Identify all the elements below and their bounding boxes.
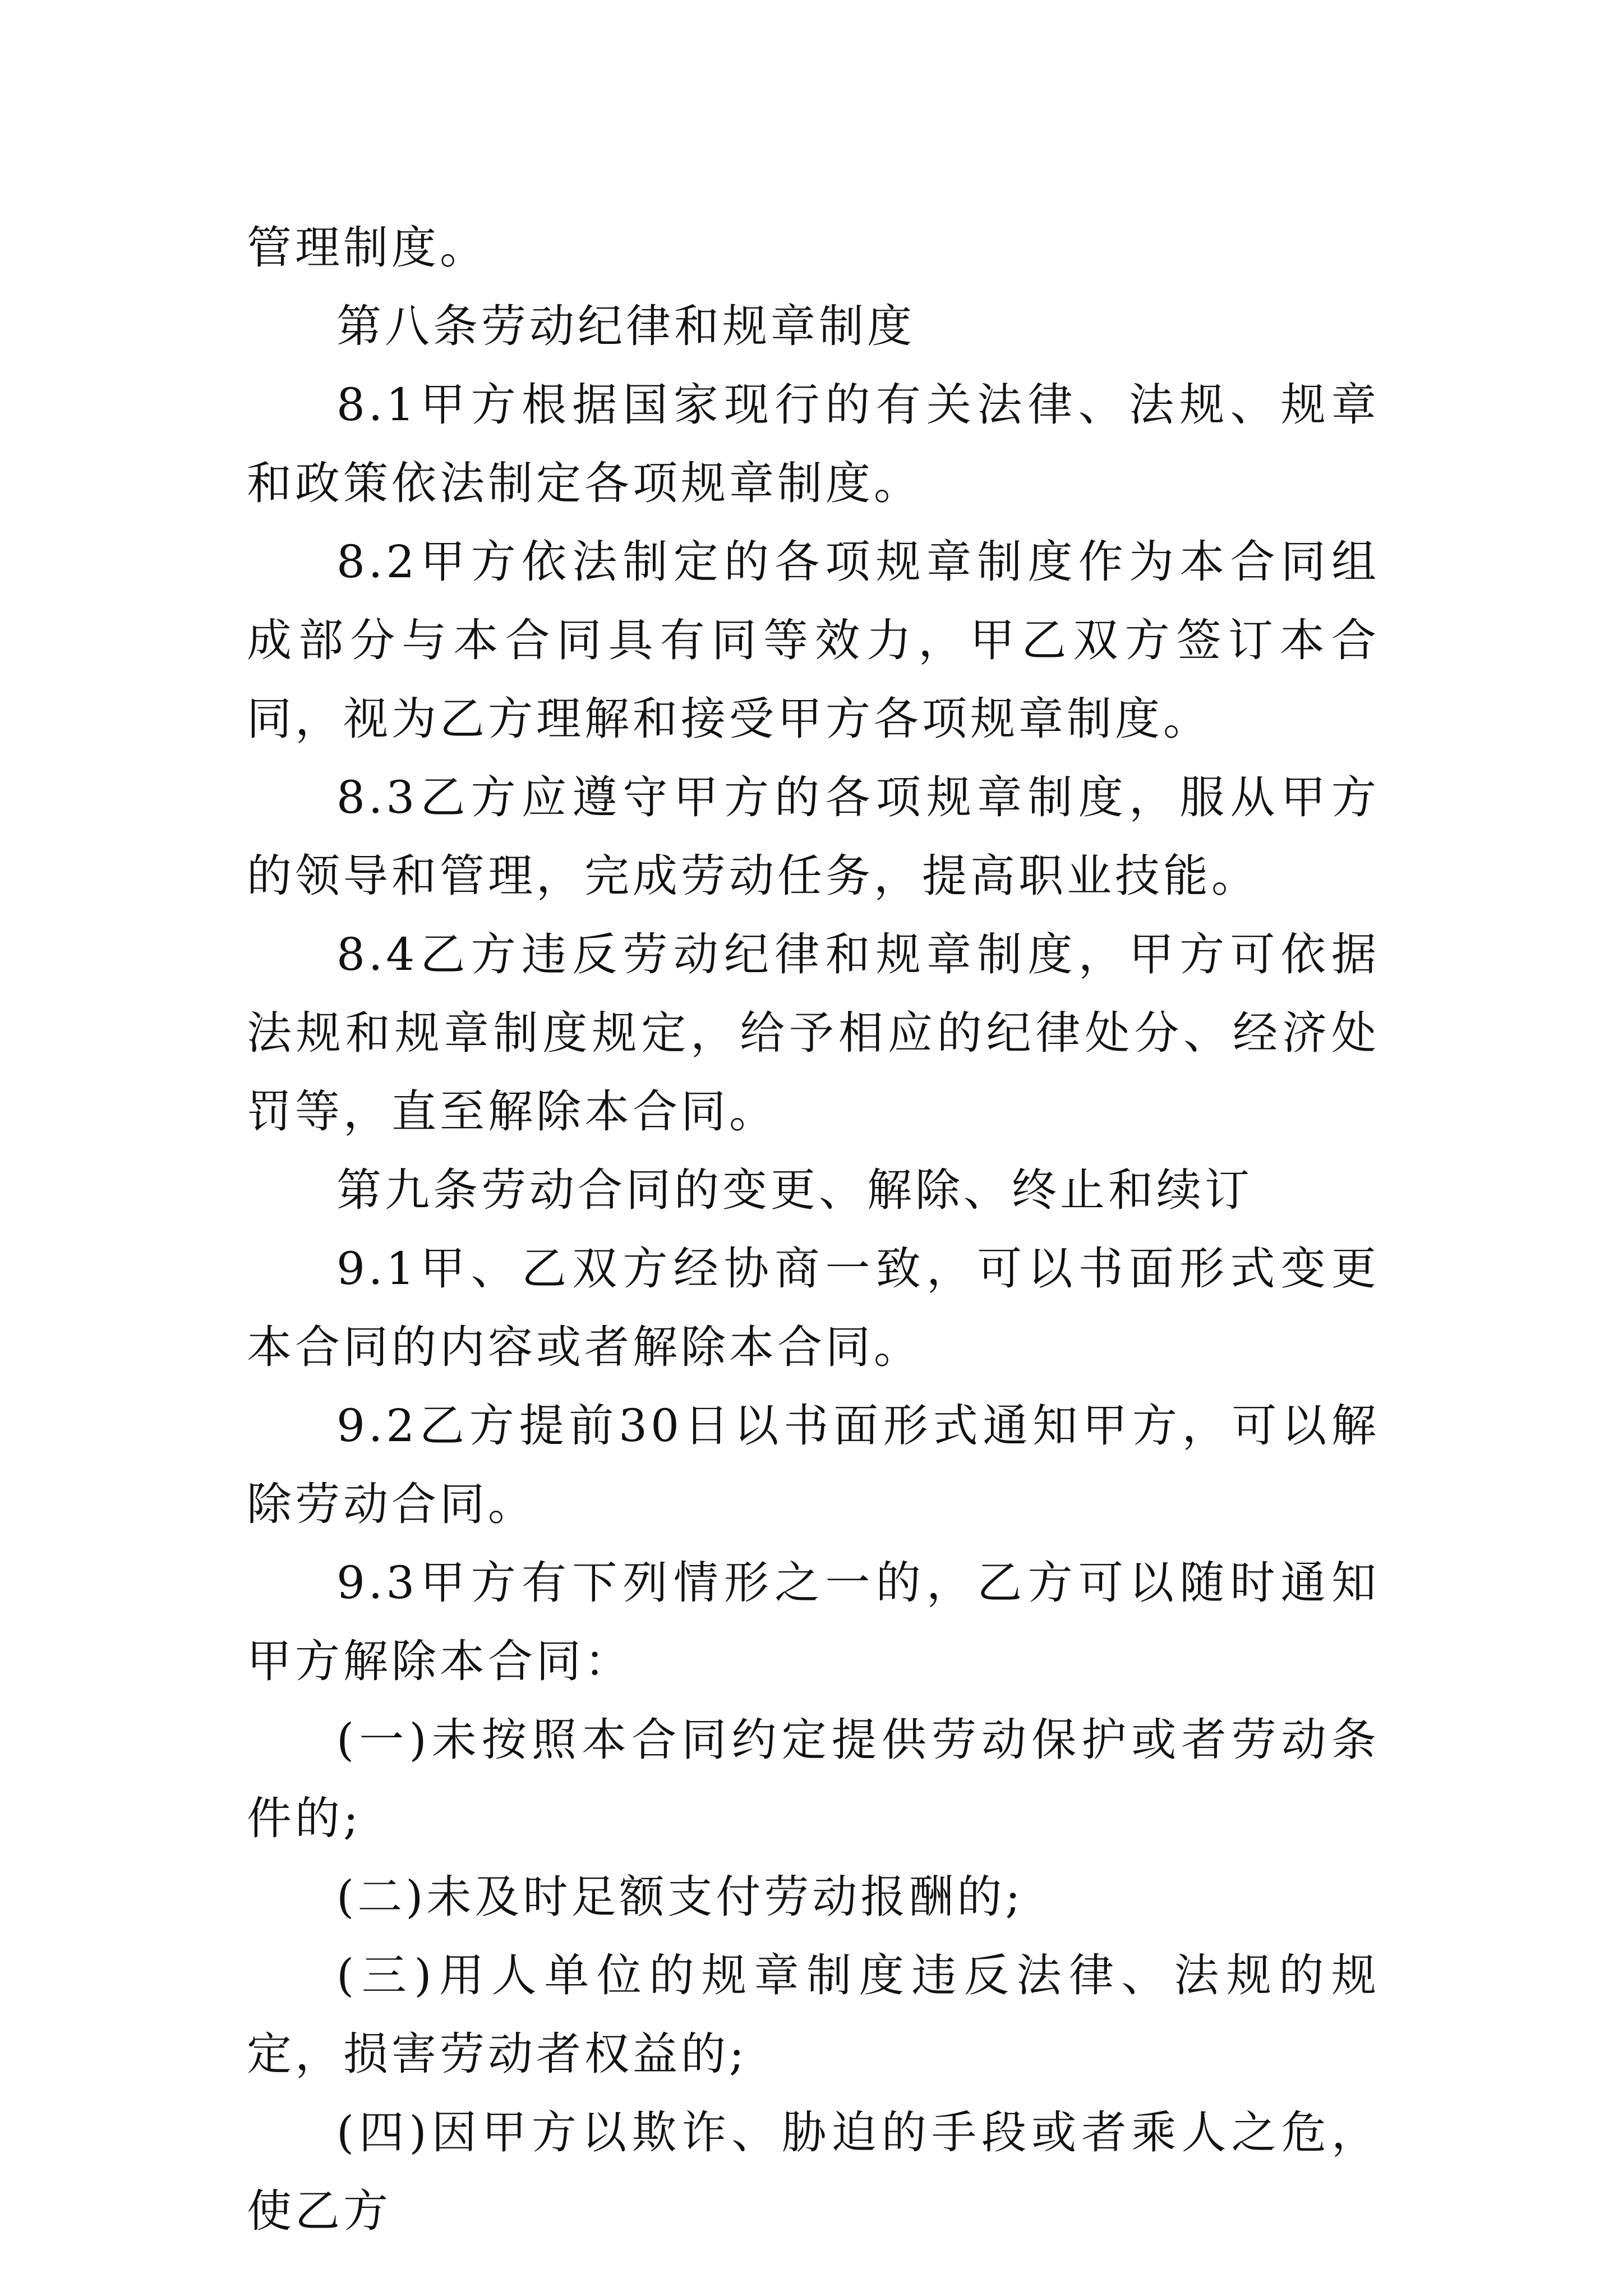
clause-8-1: 8.1甲方根据国家现行的有关法律、法规、规章和政策依法制定各项规章制度。 bbox=[247, 379, 1380, 509]
article-9-heading: 第九条劳动合同的变更、解除、终止和续订 bbox=[336, 1164, 1253, 1216]
list-item-1: (一)未按照本合同约定提供劳动保护或者劳动条件的; bbox=[247, 1714, 1380, 1844]
clause-9-3: 9.3甲方有下列情形之一的，乙方可以随时通知甲方解除本合同： bbox=[247, 1557, 1380, 1687]
clause-8-3: 8.3乙方应遵守甲方的各项规章制度，服从甲方的领导和管理，完成劳动任务，提高职业技能。 bbox=[247, 771, 1380, 902]
clause-8-2: 8.2甲方依法制定的各项规章制度作为本合同组成部分与本合同具有同等效力，甲乙双方签订本合同，视为乙方理解和接受甲方各项规章制度。 bbox=[247, 536, 1380, 745]
clause-9-2: 9.2乙方提前30日以书面形式通知甲方，可以解除劳动合同。 bbox=[247, 1400, 1380, 1530]
list-item-3: (三)用人单位的规章制度违反法律、法规的规定，损害劳动者权益的; bbox=[247, 1949, 1380, 2080]
clause-8-4: 8.4乙方违反劳动纪律和规章制度，甲方可依据法规和规章制度规定，给予相应的纪律处分、经济处罚等，直至解除本合同。 bbox=[247, 928, 1380, 1138]
document-body bbox=[247, 209, 1380, 2251]
article-8-heading: 第八条劳动纪律和规章制度 bbox=[336, 300, 915, 352]
list-item-4: (四)因甲方以欺诈、胁迫的手段或者乘人之危，使乙方 bbox=[247, 2106, 1380, 2237]
clause-9-1: 9.1甲、乙双方经协商一致，可以书面形式变更本合同的内容或者解除本合同。 bbox=[247, 1243, 1380, 1373]
list-item-2: (二)未及时足额支付劳动报酬的; bbox=[336, 1871, 1024, 1923]
paragraph-continuation: 管理制度。 bbox=[247, 222, 488, 274]
